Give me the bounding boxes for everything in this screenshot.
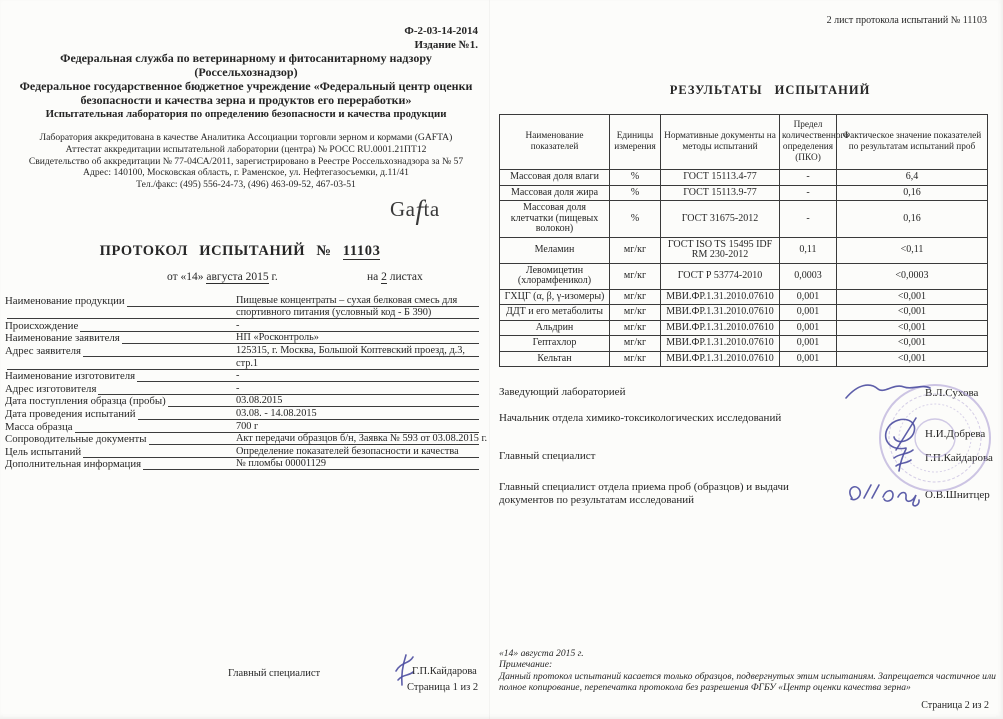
form-field-underline — [98, 382, 479, 395]
results-table-header-cell: Фактическое значение показателей по результатам испытаний проб — [837, 115, 988, 170]
form-field-value: Акт передачи образцов б/н, Заявка № 593 от 03.08.2015 г. — [236, 433, 488, 445]
cell-actual-value: 6,4 — [837, 170, 988, 186]
cell-quantification-limit: 0,11 — [780, 237, 837, 263]
page2-sheet-header: 2 лист протокола испытаний № 11103 — [826, 15, 987, 26]
form-field-value: - — [236, 319, 240, 331]
cell-quantification-limit: 0,001 — [780, 320, 837, 336]
official-role: Начальник отдела химико-токсикологических исследований — [499, 412, 782, 424]
cell-actual-value: 0,16 — [837, 201, 988, 238]
cell-unit: мг/кг — [610, 336, 661, 352]
form-field-value: Определение показателей безопасности и качества — [236, 445, 459, 457]
cell-method-document: МВИ.ФР.1.31.2010.07610 — [661, 289, 780, 305]
form-field-label: Сопроводительные документы — [5, 433, 147, 446]
form-field-label: Дата поступления образца (пробы) — [5, 395, 166, 408]
results-table-row — [500, 336, 988, 352]
results-table-row — [500, 201, 988, 238]
page1-signer-role: Главный специалист — [228, 668, 321, 679]
form-field-value: 03.08. - 14.08.2015 — [236, 407, 317, 419]
form-field-value: 700 г — [236, 420, 259, 432]
form-field-label: Наименование изготовителя — [5, 370, 136, 383]
form-field-value: 125315, г. Москва, Большой Коптевский проезд, д.3, — [236, 344, 465, 356]
results-table-row — [500, 305, 988, 321]
cell-indicator-name: Меламин — [500, 237, 610, 263]
form-field-underline — [137, 369, 479, 382]
cell-quantification-limit: 0,001 — [780, 351, 837, 367]
sheets-count: на 2 листах — [367, 271, 423, 283]
cell-quantification-limit: 0,0003 — [780, 263, 837, 289]
form-field-row — [5, 294, 479, 307]
cell-indicator-name: Массовая доля жира — [500, 185, 610, 201]
cell-indicator-name: Альдрин — [500, 320, 610, 336]
cell-method-document: ГОСТ 31675-2012 — [661, 201, 780, 238]
organization-header — [0, 51, 492, 121]
cell-indicator-name: Кельтан — [500, 351, 610, 367]
cell-quantification-limit: - — [780, 170, 837, 186]
cell-actual-value: <0,001 — [837, 320, 988, 336]
cell-actual-value: <0,001 — [837, 289, 988, 305]
form-field-label: Дата проведения испытаний — [5, 407, 136, 420]
results-table-row — [500, 289, 988, 305]
cell-unit: мг/кг — [610, 320, 661, 336]
form-field-row — [5, 395, 479, 408]
results-table-row — [500, 351, 988, 367]
cell-indicator-name: ГХЦГ (α, β, γ-изомеры) — [500, 289, 610, 305]
lab-name: Испытательная лаборатория по определению безопасности и качества продукции — [45, 108, 447, 120]
page-seam-divider — [489, 0, 490, 719]
results-table-row — [500, 170, 988, 186]
form-field-underline — [168, 394, 479, 407]
form-field-row — [5, 332, 479, 345]
page1-page-number: Страница 1 из 2 — [407, 682, 479, 693]
accreditation-line: Тел./факс: (495) 556-24-73, (496) 463-09-52, 467-03-51 — [136, 179, 356, 191]
cell-unit: мг/кг — [610, 237, 661, 263]
official-role: Главный специалист отдела приема проб (образцов) и выдачи документов по результатам исследований — [499, 481, 789, 506]
form-field-label: Адрес заявителя — [5, 344, 82, 357]
sample-form-fields — [5, 294, 488, 471]
form-field-row — [5, 445, 479, 458]
form-field-value: НП «Росконтроль» — [236, 332, 319, 344]
form-field-label: Цель испытаний — [5, 445, 82, 458]
accreditation-block — [0, 132, 492, 191]
note-label: Примечание: — [499, 659, 553, 671]
cell-method-document: ГОСТ 15113.9-77 — [661, 185, 780, 201]
cell-indicator-name: Массовая доля влаги — [500, 170, 610, 186]
official-role: Заведующий лабораторией — [499, 386, 626, 398]
cell-method-document: МВИ.ФР.1.31.2010.07610 — [661, 320, 780, 336]
signature-kaydarova — [890, 447, 918, 473]
cell-method-document: ГОСТ 15113.4-77 — [661, 170, 780, 186]
accreditation-line: Лаборатория аккредитована в качестве Аналитика Ассоциации торговли зерном и кормами (GAFTA) — [39, 132, 453, 143]
form-field-label: Наименование продукции — [5, 294, 125, 307]
cell-quantification-limit: - — [780, 201, 837, 238]
cell-indicator-name: Левомицетин (хлорамфеникол) — [500, 263, 610, 289]
cell-unit: мг/кг — [610, 351, 661, 367]
cell-actual-value: <0,0003 — [837, 263, 988, 289]
cell-unit: % — [610, 201, 661, 238]
form-field-row — [5, 382, 479, 395]
results-table-header-row — [500, 115, 988, 170]
org-line: безопасности и качества зерна и продуктов его переработки» — [80, 93, 412, 107]
form-field-row — [5, 458, 479, 471]
form-field-value: стр.1 — [236, 357, 259, 369]
official-name: Н.И.Добрева — [925, 428, 986, 440]
results-table-header-cell: Единицы измерения — [610, 115, 661, 170]
results-table-header-cell: Предел количественного определения (ПКО) — [780, 115, 837, 170]
cell-quantification-limit: 0,001 — [780, 336, 837, 352]
cell-actual-value: 0,16 — [837, 185, 988, 201]
form-field-row — [5, 307, 479, 320]
cell-actual-value: <0,001 — [837, 336, 988, 352]
cell-indicator-name: Массовая доля клетчатки (пищевых волокон) — [500, 201, 610, 238]
official-name: В.Л.Сухова — [925, 387, 979, 399]
cell-method-document: МВИ.ФР.1.31.2010.07610 — [661, 336, 780, 352]
results-table-row — [500, 320, 988, 336]
protocol-title: ПРОТОКОЛ ИСПЫТАНИЙ № 11103 — [99, 243, 381, 259]
cell-unit: % — [610, 170, 661, 186]
org-line: Федеральная служба по ветеринарному и фитосанитарному надзору — [60, 51, 432, 65]
official-name: О.В.Шнитцер — [925, 489, 990, 501]
results-table-header-cell: Нормативные документы на методы испытаний — [661, 115, 780, 170]
form-field-value: Пищевые концентраты – сухая белковая смесь для — [236, 294, 458, 306]
form-field-value: № пломбы 00001129 — [236, 458, 327, 470]
page1-signer-name: Г.П.Кайдарова — [412, 666, 477, 677]
cell-actual-value: <0,001 — [837, 351, 988, 367]
official-role: Главный специалист — [499, 450, 596, 462]
accreditation-line: Адрес: 140100, Московская область, г. Раменское, ул. Нефтегазосъемки, д.11/41 — [83, 167, 409, 179]
form-field-row — [5, 433, 488, 446]
cell-unit: мг/кг — [610, 305, 661, 321]
form-field-value: 03.08.2015 — [236, 395, 283, 407]
org-line: Федеральное государственное бюджетное учреждение «Федеральный центр оценки — [19, 79, 473, 93]
results-table-row — [500, 237, 988, 263]
results-table-header-cell: Наименование показателей — [500, 115, 610, 170]
results-table-body — [500, 170, 988, 367]
form-field-underline — [80, 319, 479, 332]
cell-unit: % — [610, 185, 661, 201]
signature-shnittser — [842, 478, 920, 510]
form-field-row — [5, 344, 479, 357]
form-field-row — [5, 370, 479, 383]
cell-indicator-name: Гептахлор — [500, 336, 610, 352]
page2-page-number: Страница 2 из 2 — [921, 700, 989, 711]
cell-actual-value: <0,001 — [837, 305, 988, 321]
cell-method-document: МВИ.ФР.1.31.2010.07610 — [661, 351, 780, 367]
form-field-row — [5, 420, 479, 433]
form-field-label: Дополнительная информация — [5, 458, 142, 471]
accreditation-line: Аттестат аккредитации испытательной лаборатории (центра) № РОСС RU.0001.21ПТ12 — [65, 143, 427, 155]
signature-sukhova — [842, 378, 932, 404]
edition-label: Издание №1. — [414, 39, 478, 51]
form-field-underline — [75, 420, 479, 433]
form-field-row — [5, 357, 479, 370]
cell-unit: мг/кг — [610, 263, 661, 289]
form-field-value: - — [236, 370, 240, 382]
cell-quantification-limit: 0,001 — [780, 305, 837, 321]
org-line: (Россельхознадзор) — [194, 65, 298, 79]
protocol-date: от «14» августа 2015 г. — [167, 271, 278, 283]
cell-quantification-limit: - — [780, 185, 837, 201]
cell-method-document: МВИ.ФР.1.31.2010.07610 — [661, 305, 780, 321]
protocol-number: 11103 — [342, 243, 381, 259]
notes-block — [499, 648, 997, 693]
cell-unit: мг/кг — [610, 289, 661, 305]
form-field-row — [5, 319, 479, 332]
form-field-value: спортивного питания (условный код - Б 390) — [236, 307, 432, 319]
note-text: Данный протокол испытаний касается только образцов, подвергнутых этим испытаниям. Запрещается частичное или полное копирование, перепечатка протокола без разрешения ФГБУ «Центр оценки качества зерна» — [499, 670, 996, 693]
gafta-logo: Gafta — [390, 195, 440, 225]
cell-method-document: ГОСТ ISO TS 15495 IDF RM 230-2012 — [661, 237, 780, 263]
form-field-label: Наименование заявителя — [5, 332, 120, 345]
cell-quantification-limit: 0,001 — [780, 289, 837, 305]
results-table-row — [500, 263, 988, 289]
results-table-row — [500, 185, 988, 201]
results-title: РЕЗУЛЬТАТЫ ИСПЫТАНИЙ — [669, 83, 871, 97]
form-field-label: Адрес изготовителя — [5, 382, 97, 395]
accreditation-line: Свидетельство об аккредитации № 77-04СА/2011, зарегистрировано в Реестре Россельхознадзора за № 57 — [28, 155, 464, 167]
form-code-block — [300, 24, 478, 52]
form-field-value: - — [236, 382, 240, 394]
cell-method-document: ГОСТ Р 53774-2010 — [661, 263, 780, 289]
form-field-label: Масса образца — [5, 420, 73, 433]
official-name: Г.П.Кайдарова — [925, 452, 993, 464]
results-table — [499, 114, 988, 367]
form-field-row — [5, 407, 479, 420]
cell-indicator-name: ДДТ и его метаболиты — [500, 305, 610, 321]
cell-actual-value: <0,11 — [837, 237, 988, 263]
form-field-label: Происхождение — [5, 319, 79, 332]
form-code: Ф-2-03-14-2014 — [404, 25, 478, 37]
note-date: «14» августа 2015 г. — [499, 648, 584, 659]
